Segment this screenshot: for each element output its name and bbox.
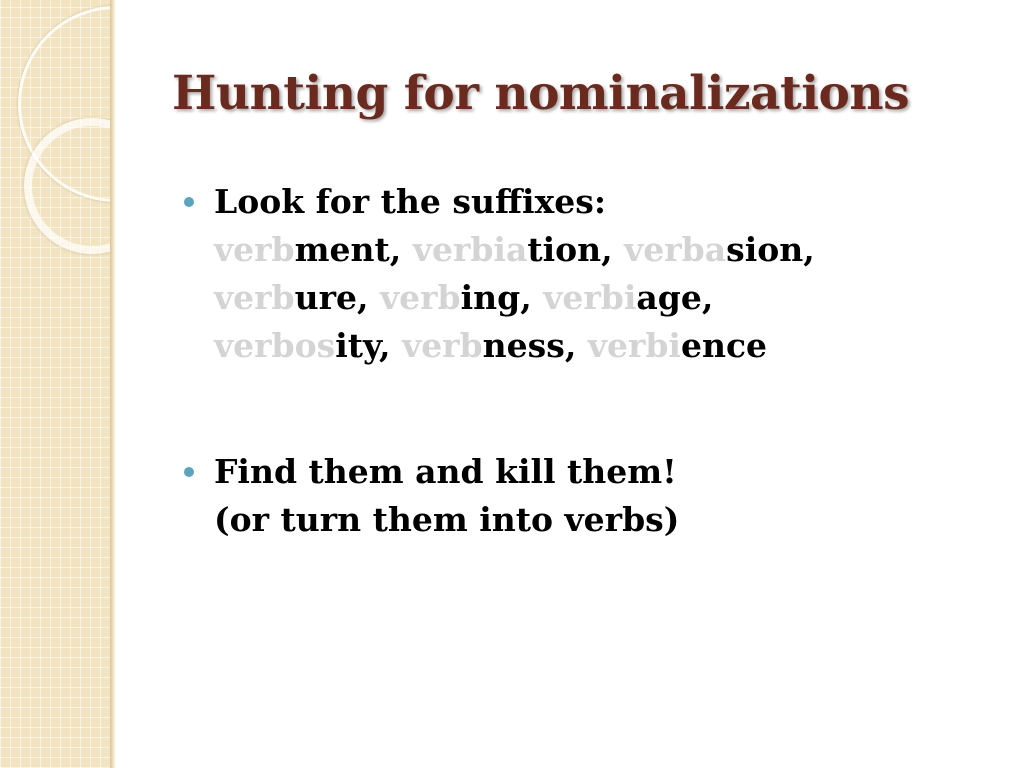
separator: , [389,230,413,269]
word-suffix: ment [294,230,390,269]
suffix-line-1 [214,226,980,274]
word-suffix: ure [294,278,358,317]
word-stem: verba [624,230,727,269]
separator: , [357,278,380,317]
word-stem: verb [402,326,483,365]
word-suffix: ity [335,326,380,365]
bullet-find-them [180,448,980,544]
word-suffix: ness [482,326,565,365]
bullet-suffixes [180,178,980,370]
separator: , [803,230,815,269]
separator: , [379,326,403,365]
bullet-dot-icon [184,197,194,207]
word-suffix: tion [527,230,602,269]
word-suffix: age [636,278,702,317]
word-stem: verb [214,278,295,317]
bullet-list [180,178,980,544]
word-suffix: sion [726,230,804,269]
word-suffix: ing [460,278,521,317]
bullet-dot-icon [184,467,194,477]
word-stem: verbos [214,326,336,365]
word-stem: verbia [412,230,528,269]
separator: , [564,326,588,365]
suffix-line-2 [214,274,980,322]
separator: , [701,278,714,317]
slide-title: Hunting for nominalizations [172,66,910,121]
word-stem: verbi [543,278,637,317]
word-stem: verb [214,230,295,269]
word-stem: verb [380,278,461,317]
decorative-side-panel [0,0,110,768]
separator: , [601,230,625,269]
bullet-line-2: (or turn them into verbs) [214,500,680,539]
bullet-heading: Look for the suffixes: [214,182,607,221]
suffix-line-3 [214,322,980,370]
separator: , [520,278,544,317]
word-stem: verbi [587,326,681,365]
word-suffix: ence [680,326,768,365]
bullet-line-1: Find them and kill them! [214,452,677,491]
side-panel-edge [110,0,116,768]
